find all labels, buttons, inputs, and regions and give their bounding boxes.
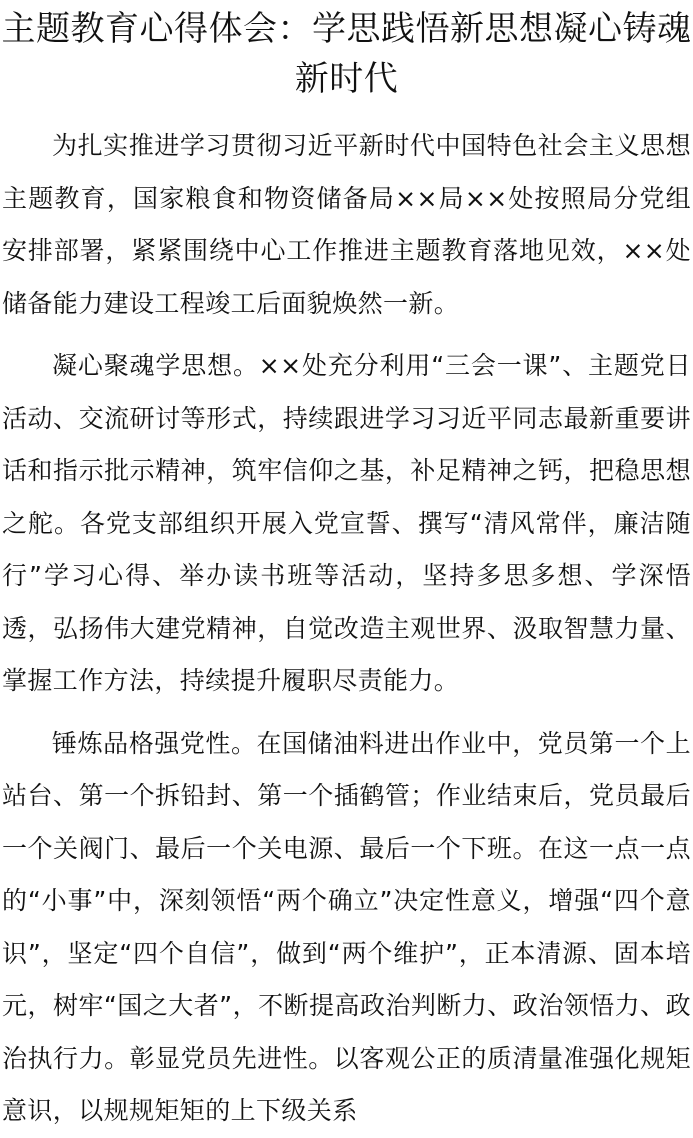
document-title: 主题教育心得体会：学思践悟新思想凝心铸魂新时代 bbox=[1, 9, 692, 99]
paragraph-intro: 为扎实推进学习贯彻习近平新时代中国特色社会主义思想主题教育，国家粮食和物资储备局××局××处按照局分党组安排部署，紧紧围绕中心工作推进主题教育落地见效，××处储备能力建设工程竣工后面貌焕然一新。 bbox=[2, 131, 691, 318]
paragraph-party-spirit: 锤炼品格强党性。在国储油料进出作业中，党员第一个上站台、第一个拆铅封、第一个插鹤管；作业结束后，党员最后一个关阀门、最后一个关电源、最后一个下班。在这一点一点的“小事”中，深刻领悟“两个确立”决定性意义，增强“四个意识”，坚定“四个自信”，做到“两个维护”，正本清源、固本培元，树牢“国之大者”，不断提高政治判断力、政治领悟力、政治执行力。彰显党员先进性。以客观公正的质清量准强化规矩意识，以规规矩矩的上下级关系 bbox=[2, 728, 691, 1125]
paragraph-study-thought: 凝心聚魂学思想。××处充分利用“三会一课”、主题党日活动、交流研讨等形式，持续跟进学习习近平同志最新重要讲话和指示批示精神，筑牢信仰之基，补足精神之钙，把稳思想之舵。各党支部组织开展入党宣誓、撰写“清风常伴，廉洁随行”学习心得、举办读书班等活动，坚持多思多想、学深悟透，弘扬伟大建党精神，自觉改造主观世界、汲取智慧力量、掌握工作方法，持续提升履职尽责能力。 bbox=[2, 351, 691, 695]
